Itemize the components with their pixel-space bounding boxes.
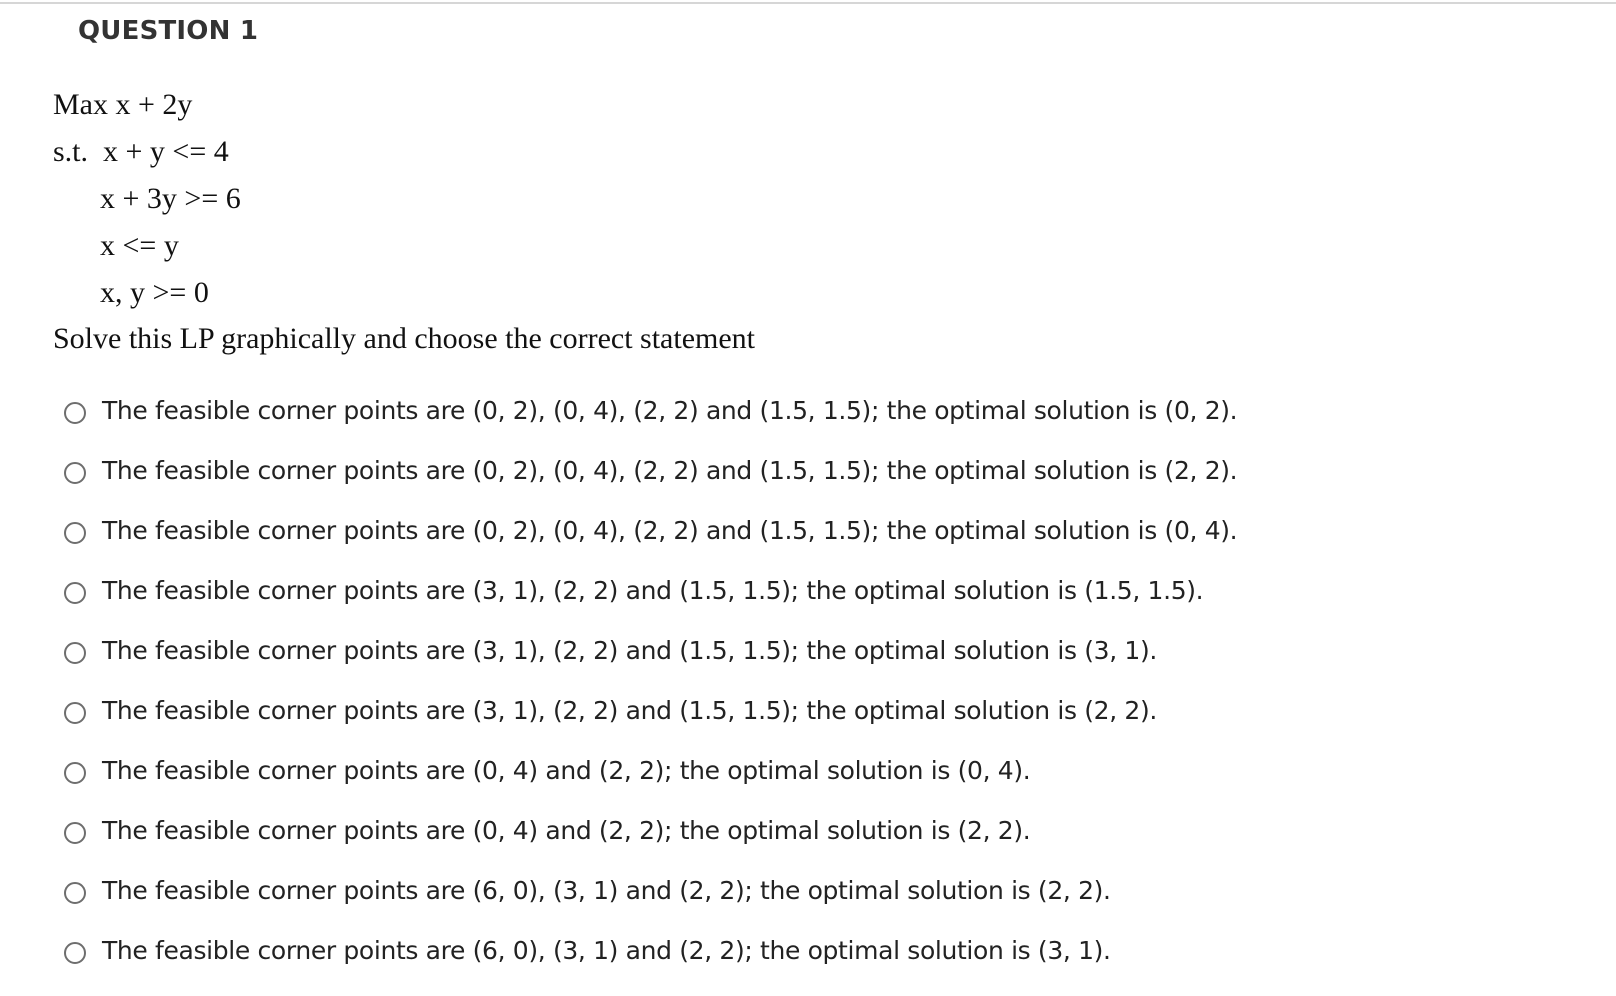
- answer-choice[interactable]: [64, 440, 1564, 500]
- answer-choice-label[interactable]: The feasible corner points are (0, 4) and (2, 2); the optimal solution is (0, 4).: [102, 755, 1031, 785]
- radio-button[interactable]: [64, 522, 86, 544]
- radio-button[interactable]: [64, 402, 86, 424]
- top-divider: [0, 2, 1616, 4]
- answer-choice-label[interactable]: The feasible corner points are (3, 1), (2, 2) and (1.5, 1.5); the optimal solution is (1.5, 1.5).: [102, 575, 1204, 605]
- answer-choice[interactable]: [64, 380, 1564, 440]
- objective-function: Max x + 2y: [53, 88, 193, 121]
- answer-choice[interactable]: [64, 560, 1564, 620]
- answer-choice-label[interactable]: The feasible corner points are (6, 0), (3, 1) and (2, 2); the optimal solution is (2, 2).: [102, 875, 1111, 905]
- answer-choice[interactable]: [64, 920, 1564, 980]
- radio-button[interactable]: [64, 702, 86, 724]
- radio-button[interactable]: [64, 462, 86, 484]
- constraint-1: s.t. x + y <= 4: [53, 135, 229, 168]
- radio-button[interactable]: [64, 642, 86, 664]
- constraint-3: x <= y: [100, 229, 179, 262]
- radio-button[interactable]: [64, 942, 86, 964]
- question-prompt: Solve this LP graphically and choose the correct statement: [53, 322, 756, 355]
- answer-choice-label[interactable]: The feasible corner points are (0, 4) and (2, 2); the optimal solution is (2, 2).: [102, 815, 1031, 845]
- answer-choice[interactable]: [64, 860, 1564, 920]
- answer-choices: [64, 380, 1564, 980]
- question-title: QUESTION 1: [78, 16, 259, 46]
- radio-button[interactable]: [64, 762, 86, 784]
- answer-choice[interactable]: [64, 500, 1564, 560]
- answer-choice-label[interactable]: The feasible corner points are (3, 1), (2, 2) and (1.5, 1.5); the optimal solution is (3, 1).: [102, 635, 1157, 665]
- answer-choice-label[interactable]: The feasible corner points are (0, 2), (0, 4), (2, 2) and (1.5, 1.5); the optimal solution is (2, 2).: [102, 455, 1238, 485]
- answer-choice[interactable]: [64, 680, 1564, 740]
- radio-button[interactable]: [64, 582, 86, 604]
- answer-choice[interactable]: [64, 740, 1564, 800]
- radio-button[interactable]: [64, 822, 86, 844]
- answer-choice-label[interactable]: The feasible corner points are (6, 0), (3, 1) and (2, 2); the optimal solution is (3, 1).: [102, 935, 1111, 965]
- answer-choice-label[interactable]: The feasible corner points are (0, 2), (0, 4), (2, 2) and (1.5, 1.5); the optimal solution is (0, 4).: [102, 515, 1238, 545]
- answer-choice[interactable]: [64, 800, 1564, 860]
- answer-choice-label[interactable]: The feasible corner points are (3, 1), (2, 2) and (1.5, 1.5); the optimal solution is (2, 2).: [102, 695, 1157, 725]
- radio-button[interactable]: [64, 882, 86, 904]
- answer-choice-label[interactable]: The feasible corner points are (0, 2), (0, 4), (2, 2) and (1.5, 1.5); the optimal solution is (0, 2).: [102, 395, 1238, 425]
- answer-choice[interactable]: [64, 620, 1564, 680]
- constraint-4: x, y >= 0: [100, 276, 209, 309]
- constraint-2: x + 3y >= 6: [100, 182, 241, 215]
